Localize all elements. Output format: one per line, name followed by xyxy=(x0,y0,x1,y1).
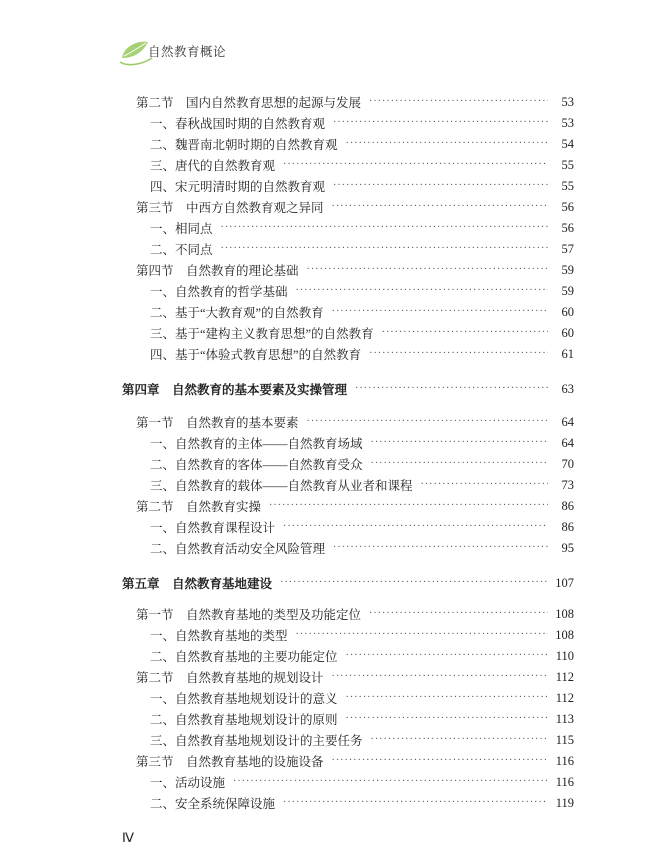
toc-leader-dots xyxy=(369,604,548,624)
toc-item-entry xyxy=(150,302,574,322)
toc-entry-page: 108 xyxy=(555,606,574,621)
toc-leader-dots xyxy=(371,433,548,453)
toc-leader-dots xyxy=(283,517,548,537)
toc-entry-label: 一、自然教育的主体——自然教育场域 xyxy=(150,437,363,451)
toc-item-entry xyxy=(150,538,574,558)
toc-chapter-entry xyxy=(122,573,574,593)
toc-entry-page: 57 xyxy=(561,241,574,256)
toc-entry-page: 64 xyxy=(561,435,574,450)
toc-leader-dots xyxy=(332,751,548,771)
toc-entry-label: 第三节 自然教育基地的设施设备 xyxy=(136,755,324,769)
toc-item-entry xyxy=(150,113,574,133)
toc-entry-label: 第三节 中西方自然教育观之异同 xyxy=(136,201,324,215)
toc-entry-label: 第四章 自然教育的基本要素及实操管理 xyxy=(122,382,348,397)
toc-item-entry xyxy=(150,281,574,301)
toc-entry-page: 112 xyxy=(555,690,574,705)
toc-leader-dots xyxy=(421,475,548,495)
toc-leader-dots xyxy=(355,379,548,399)
toc-item-entry xyxy=(150,475,574,495)
toc-section-entry xyxy=(136,604,574,624)
toc-entry-label: 一、自然教育的哲学基础 xyxy=(150,285,288,299)
toc-entry-page: 54 xyxy=(561,136,574,151)
toc-entry-page: 60 xyxy=(561,304,574,319)
toc-leader-dots xyxy=(369,92,548,112)
toc-entry-page: 95 xyxy=(561,540,574,555)
toc-entry-page: 55 xyxy=(561,157,574,172)
toc-entry-page: 112 xyxy=(555,669,574,684)
toc-item-entry xyxy=(150,625,574,645)
toc-entry-label: 二、自然教育基地的主要功能定位 xyxy=(150,650,338,664)
toc-entry-label: 三、自然教育的载体——自然教育从业者和课程 xyxy=(150,479,413,493)
toc-entry-page: 64 xyxy=(561,414,574,429)
toc-item-entry xyxy=(150,155,574,175)
toc-entry-page: 73 xyxy=(561,477,574,492)
toc-entry-label: 第二节 国内自然教育思想的起源与发展 xyxy=(136,96,362,110)
toc-entry-page: 116 xyxy=(555,774,574,789)
book-title: 自然教育概论 xyxy=(148,44,227,59)
toc-entry-label: 第五章 自然教育基地建设 xyxy=(122,576,273,591)
toc-leader-dots xyxy=(346,134,548,154)
toc-entry-label: 一、相同点 xyxy=(150,222,213,236)
toc-leader-dots xyxy=(333,113,548,133)
toc-leader-dots xyxy=(346,688,548,708)
toc-entry-label: 一、活动设施 xyxy=(150,776,226,790)
toc-entry-label: 二、自然教育的客体——自然教育受众 xyxy=(150,458,363,472)
toc-leader-dots xyxy=(371,454,548,474)
toc-leader-dots xyxy=(346,646,548,666)
toc-leader-dots xyxy=(369,344,548,364)
toc-entry-label: 二、不同点 xyxy=(150,243,213,257)
toc-entry-label: 一、自然教育基地规划设计的意义 xyxy=(150,692,338,706)
toc-item-entry xyxy=(150,218,574,238)
toc-entry-page: 119 xyxy=(555,795,574,810)
toc-entry-label: 二、基于“大教育观”的自然教育 xyxy=(150,306,324,320)
toc-leader-dots xyxy=(371,730,548,750)
toc-entry-page: 86 xyxy=(561,519,574,534)
toc-entry-page: 55 xyxy=(561,178,574,193)
toc-entry-page: 56 xyxy=(561,199,574,214)
toc-entry-label: 第一节 自然教育基地的类型及功能定位 xyxy=(136,608,362,622)
toc-leader-dots xyxy=(283,793,548,813)
toc-entry-page: 61 xyxy=(561,346,574,361)
toc-entry-label: 二、自然教育基地规划设计的原则 xyxy=(150,713,338,727)
toc-entry-label: 三、唐代的自然教育观 xyxy=(150,159,276,173)
toc-item-entry xyxy=(150,323,574,343)
toc-leader-dots xyxy=(346,709,548,729)
toc-section-entry xyxy=(136,412,574,432)
toc-chapter-entry xyxy=(122,379,574,399)
toc-section-entry xyxy=(136,197,574,217)
toc-entry-label: 第四节 自然教育的理论基础 xyxy=(136,264,299,278)
toc-entry-label: 第二节 自然教育实操 xyxy=(136,500,262,514)
toc-leader-dots xyxy=(221,239,548,259)
toc-entry-label: 二、安全系统保障设施 xyxy=(150,797,276,811)
toc-entry-label: 二、魏晋南北朝时期的自然教育观 xyxy=(150,138,338,152)
running-header xyxy=(118,36,278,68)
toc-item-entry xyxy=(150,730,574,750)
toc-section-entry xyxy=(136,260,574,280)
toc-item-entry xyxy=(150,517,574,537)
toc-leader-dots xyxy=(269,496,548,516)
toc-leader-dots xyxy=(296,281,548,301)
toc-entry-page: 70 xyxy=(561,456,574,471)
toc-entry-page: 110 xyxy=(555,648,574,663)
toc-entry-page: 53 xyxy=(561,115,574,130)
toc-entry-label: 三、自然教育基地规划设计的主要任务 xyxy=(150,734,363,748)
toc-leader-dots xyxy=(280,573,548,593)
toc-item-entry xyxy=(150,344,574,364)
toc-entry-label: 一、自然教育基地的类型 xyxy=(150,629,288,643)
page-number: Ⅳ xyxy=(122,830,134,845)
toc-entry-label: 二、自然教育活动安全风险管理 xyxy=(150,542,326,556)
toc-item-entry xyxy=(150,772,574,792)
toc-section-entry xyxy=(136,751,574,771)
toc-entry-page: 108 xyxy=(555,627,574,642)
toc-entry-label: 四、宋元明清时期的自然教育观 xyxy=(150,180,326,194)
toc-item-entry xyxy=(150,646,574,666)
toc-entry-page: 59 xyxy=(561,283,574,298)
toc-entry-page: 59 xyxy=(561,262,574,277)
toc-leader-dots xyxy=(382,323,548,343)
toc-item-entry xyxy=(150,688,574,708)
toc-entry-page: 63 xyxy=(561,381,574,396)
toc-entry-page: 107 xyxy=(555,575,574,590)
toc-item-entry xyxy=(150,433,574,453)
toc-item-entry xyxy=(150,134,574,154)
toc-section-entry xyxy=(136,667,574,687)
toc-leader-dots xyxy=(296,625,548,645)
toc-entry-page: 86 xyxy=(561,498,574,513)
toc-entry-label: 第二节 自然教育基地的规划设计 xyxy=(136,671,324,685)
toc-item-entry xyxy=(150,176,574,196)
toc-entry-page: 116 xyxy=(555,753,574,768)
toc-section-entry xyxy=(136,92,574,112)
toc-entry-page: 113 xyxy=(555,711,574,726)
toc-entry-label: 四、基于“体验式教育思想”的自然教育 xyxy=(150,348,362,362)
toc-entry-page: 53 xyxy=(561,94,574,109)
toc-entry-label: 一、自然教育课程设计 xyxy=(150,521,276,535)
toc-entry-page: 115 xyxy=(555,732,574,747)
toc-section-entry xyxy=(136,496,574,516)
toc-item-entry xyxy=(150,709,574,729)
toc-entry-label: 一、春秋战国时期的自然教育观 xyxy=(150,117,326,131)
toc-entry-page: 60 xyxy=(561,325,574,340)
toc-leader-dots xyxy=(333,176,548,196)
toc-leader-dots xyxy=(221,218,548,238)
toc-item-entry xyxy=(150,793,574,813)
toc-leader-dots xyxy=(332,197,548,217)
toc-entry-label: 三、基于“建构主义教育思想”的自然教育 xyxy=(150,327,374,341)
toc-leader-dots xyxy=(333,538,548,558)
toc-entry-page: 56 xyxy=(561,220,574,235)
toc-leader-dots xyxy=(307,412,548,432)
toc-item-entry xyxy=(150,239,574,259)
toc-leader-dots xyxy=(307,260,548,280)
toc-leader-dots xyxy=(332,302,548,322)
toc-entry-label: 第一节 自然教育的基本要素 xyxy=(136,416,299,430)
toc-item-entry xyxy=(150,454,574,474)
toc-leader-dots xyxy=(332,667,548,687)
toc-leader-dots xyxy=(283,155,548,175)
toc-leader-dots xyxy=(233,772,548,792)
